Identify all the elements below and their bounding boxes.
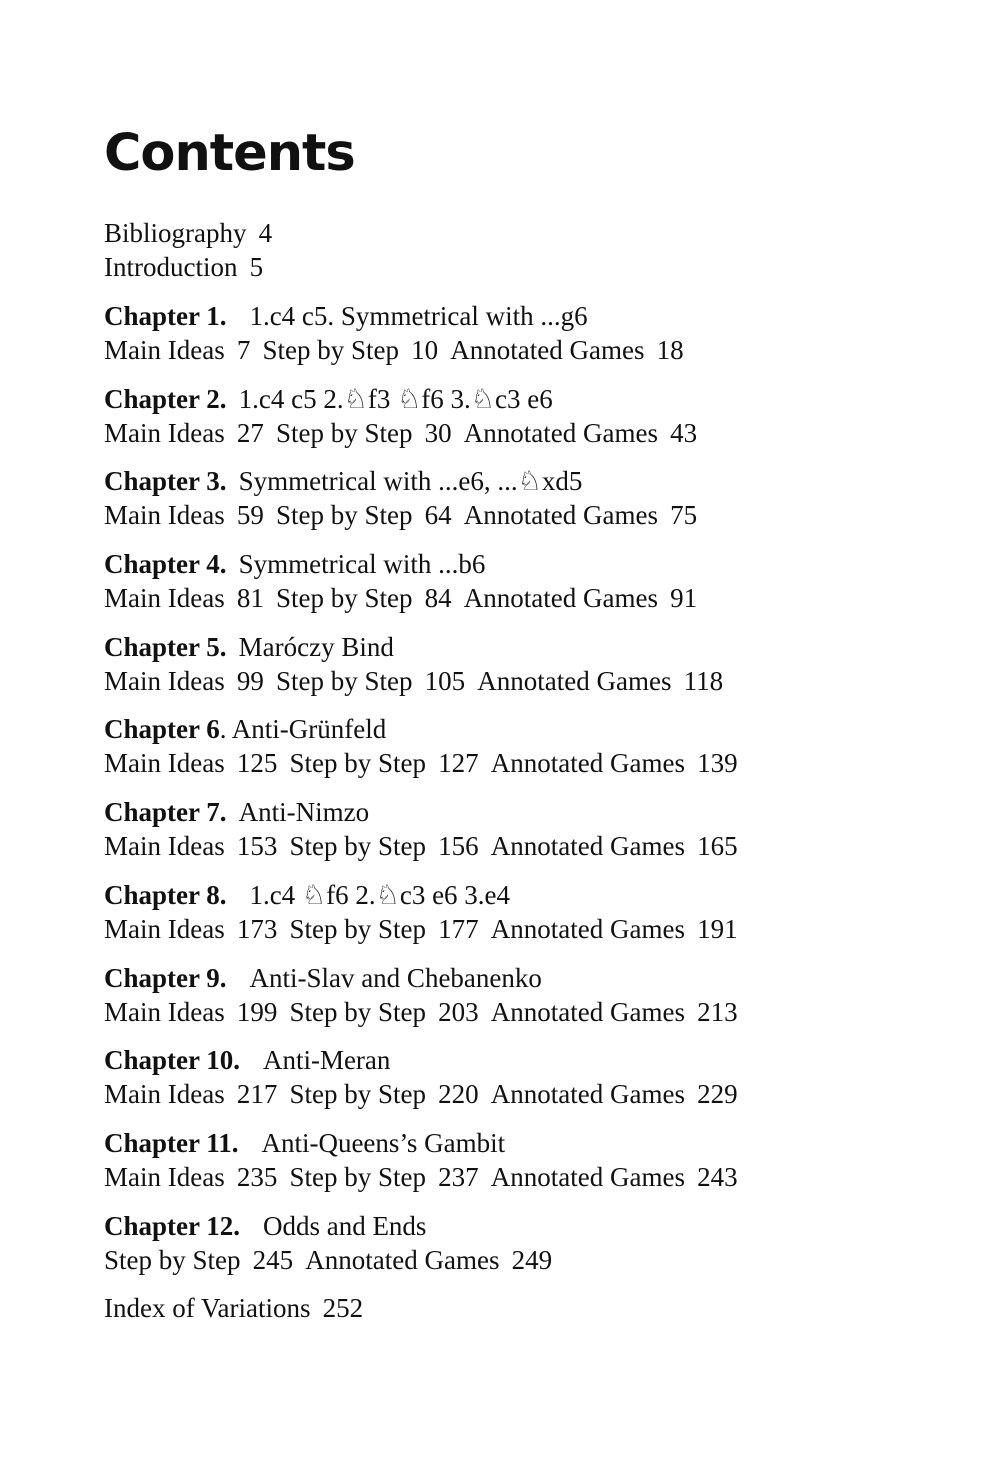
entry-page: 5: [249, 252, 264, 282]
entry-page: 4: [258, 218, 273, 248]
chapter-label: Chapter 1.: [104, 301, 227, 331]
section-page: 220: [438, 1079, 479, 1109]
section-page: 213: [697, 997, 738, 1027]
section-step-by-step[interactable]: Step by Step: [289, 997, 427, 1027]
chapter-title: Anti-Nimzo: [238, 797, 370, 827]
chapter-8-heading[interactable]: [104, 880, 510, 910]
section-step-by-step[interactable]: Step by Step: [276, 500, 413, 530]
section-page: 191: [697, 914, 738, 944]
section-annotated-games[interactable]: Annotated Games: [490, 1162, 685, 1192]
section-annotated-games[interactable]: Annotated Games: [305, 1245, 500, 1275]
chapter-label: Chapter 10.: [104, 1045, 241, 1075]
section-annotated-games[interactable]: Annotated Games: [463, 500, 658, 530]
section-page: 91: [670, 583, 698, 613]
section-step-by-step[interactable]: Step by Step: [276, 418, 413, 448]
section-step-by-step[interactable]: Step by Step: [289, 831, 427, 861]
section-page: 229: [697, 1079, 738, 1109]
section-main-ideas[interactable]: Main Ideas: [104, 1162, 225, 1192]
section-page: 10: [411, 335, 439, 365]
chapter-11-sections: [104, 1162, 738, 1192]
chapter-label: Chapter 8.: [104, 880, 227, 910]
chapter-9-heading[interactable]: [104, 963, 542, 993]
chapter-7-sections: [104, 831, 738, 861]
section-annotated-games[interactable]: Annotated Games: [450, 335, 645, 365]
entry-page: 252: [322, 1293, 364, 1323]
section-page: 30: [424, 418, 452, 448]
chapter-6-heading[interactable]: [104, 714, 386, 744]
chapter-title: Anti-Slav and Chebanenko: [249, 963, 542, 993]
chapter-5-sections: [104, 666, 723, 696]
chapter-label: Chapter 6: [104, 714, 220, 744]
chapter-10-heading[interactable]: [104, 1045, 390, 1075]
chapter-title: Symmetrical with ...e6, ...♘xd5: [238, 466, 583, 496]
chapter-title: Odds and Ends: [262, 1211, 427, 1241]
section-annotated-games[interactable]: Annotated Games: [490, 748, 685, 778]
section-main-ideas[interactable]: Main Ideas: [104, 997, 225, 1027]
chapter-title: Symmetrical with ...b6: [238, 549, 486, 579]
page-title: Contents: [104, 124, 355, 183]
chapter-label: Chapter 7.: [104, 797, 227, 827]
section-page: 99: [236, 666, 264, 696]
chapter-2-sections: [104, 418, 697, 448]
section-step-by-step[interactable]: Step by Step: [289, 748, 427, 778]
chapter-7-heading[interactable]: [104, 797, 369, 827]
entry-label: Index of Variations: [104, 1293, 311, 1323]
section-page: 245: [252, 1245, 294, 1275]
section-step-by-step[interactable]: Step by Step: [262, 335, 400, 365]
chapter-4-sections: [104, 583, 697, 613]
chapter-3-heading[interactable]: [104, 466, 582, 496]
section-annotated-games[interactable]: Annotated Games: [490, 914, 685, 944]
section-step-by-step[interactable]: Step by Step: [276, 666, 413, 696]
section-main-ideas[interactable]: Main Ideas: [104, 748, 225, 778]
chapter-label: Chapter 5.: [104, 632, 227, 662]
section-page: 177: [438, 914, 479, 944]
section-page: 153: [236, 831, 278, 861]
chapter-label: Chapter 9.: [104, 963, 227, 993]
chapter-8-sections: [104, 914, 738, 944]
chapter-12-sections: [104, 1245, 552, 1275]
entry-label: Introduction: [104, 252, 238, 282]
chapter-label: Chapter 2.: [104, 384, 227, 414]
section-page: 43: [670, 418, 698, 448]
section-page: 249: [511, 1245, 553, 1275]
section-annotated-games[interactable]: Annotated Games: [490, 997, 685, 1027]
section-page: 203: [438, 997, 479, 1027]
entry-label: Bibliography: [104, 218, 247, 248]
chapter-title: 1.c4 c5. Symmetrical with ...g6: [249, 301, 588, 331]
section-main-ideas[interactable]: Main Ideas: [104, 831, 225, 861]
section-annotated-games[interactable]: Annotated Games: [463, 583, 658, 613]
section-page: 105: [424, 666, 466, 696]
section-annotated-games[interactable]: Annotated Games: [490, 1079, 685, 1109]
chapter-4-heading[interactable]: [104, 549, 485, 579]
section-page: 27: [236, 418, 264, 448]
section-main-ideas[interactable]: Main Ideas: [104, 500, 225, 530]
section-main-ideas[interactable]: Main Ideas: [104, 666, 225, 696]
section-page: 235: [236, 1162, 278, 1192]
chapter-label: Chapter 4.: [104, 549, 227, 579]
chapter-1-sections: [104, 335, 684, 365]
section-page: 59: [236, 500, 264, 530]
chapter-9-sections: [104, 997, 738, 1027]
section-main-ideas[interactable]: Main Ideas: [104, 914, 225, 944]
section-main-ideas[interactable]: Main Ideas: [104, 335, 225, 365]
section-page: 139: [697, 748, 738, 778]
section-step-by-step[interactable]: Step by Step: [289, 1162, 427, 1192]
chapter-title: Anti-Queens’s Gambit: [261, 1128, 506, 1158]
chapter-label: Chapter 12.: [104, 1211, 241, 1241]
section-page: 118: [683, 666, 724, 696]
section-main-ideas[interactable]: Main Ideas: [104, 418, 225, 448]
chapter-title: . Anti-Grünfeld: [219, 714, 387, 744]
section-page: 64: [424, 500, 452, 530]
section-annotated-games[interactable]: Annotated Games: [477, 666, 672, 696]
chapter-title: 1.c4 c5 2.♘f3 ♘f6 3.♘c3 e6: [238, 384, 553, 414]
section-page: 243: [697, 1162, 738, 1192]
section-page: 81: [236, 583, 264, 613]
section-page: 156: [438, 831, 479, 861]
chapter-1-heading[interactable]: [104, 301, 588, 331]
toc-entry-bibliography[interactable]: [104, 218, 272, 248]
section-page: 199: [236, 997, 278, 1027]
chapter-title: 1.c4 ♘f6 2.♘c3 e6 3.e4: [249, 880, 511, 910]
section-page: 84: [424, 583, 452, 613]
chapter-12-heading[interactable]: [104, 1211, 426, 1241]
section-annotated-games[interactable]: Annotated Games: [490, 831, 685, 861]
chapter-label: Chapter 3.: [104, 466, 227, 496]
section-page: 165: [697, 831, 738, 861]
chapter-title: Anti-Meran: [262, 1045, 391, 1075]
section-page: 7: [236, 335, 251, 365]
section-page: 173: [236, 914, 278, 944]
chapter-3-sections: [104, 500, 697, 530]
chapter-label: Chapter 11.: [104, 1128, 239, 1158]
chapter-2-heading[interactable]: [104, 384, 553, 414]
chapter-title: Maróczy Bind: [238, 632, 394, 662]
section-page: 237: [438, 1162, 479, 1192]
chapter-11-heading[interactable]: [104, 1128, 505, 1158]
section-step-by-step[interactable]: Step by Step: [289, 914, 427, 944]
section-page: 18: [656, 335, 684, 365]
section-annotated-games[interactable]: Annotated Games: [463, 418, 658, 448]
section-main-ideas[interactable]: Main Ideas: [104, 1079, 225, 1109]
chapter-6-sections: [104, 748, 738, 778]
section-step-by-step[interactable]: Step by Step: [104, 1245, 241, 1275]
section-page: 125: [236, 748, 278, 778]
chapter-5-heading[interactable]: [104, 632, 394, 662]
section-step-by-step[interactable]: Step by Step: [276, 583, 413, 613]
section-step-by-step[interactable]: Step by Step: [289, 1079, 427, 1109]
chapter-10-sections: [104, 1079, 738, 1109]
section-page: 75: [670, 500, 698, 530]
section-main-ideas[interactable]: Main Ideas: [104, 583, 225, 613]
toc-entry-introduction[interactable]: [104, 252, 263, 282]
toc-entry-index-of-variations[interactable]: [104, 1293, 363, 1323]
section-page: 127: [438, 748, 479, 778]
section-page: 217: [236, 1079, 278, 1109]
